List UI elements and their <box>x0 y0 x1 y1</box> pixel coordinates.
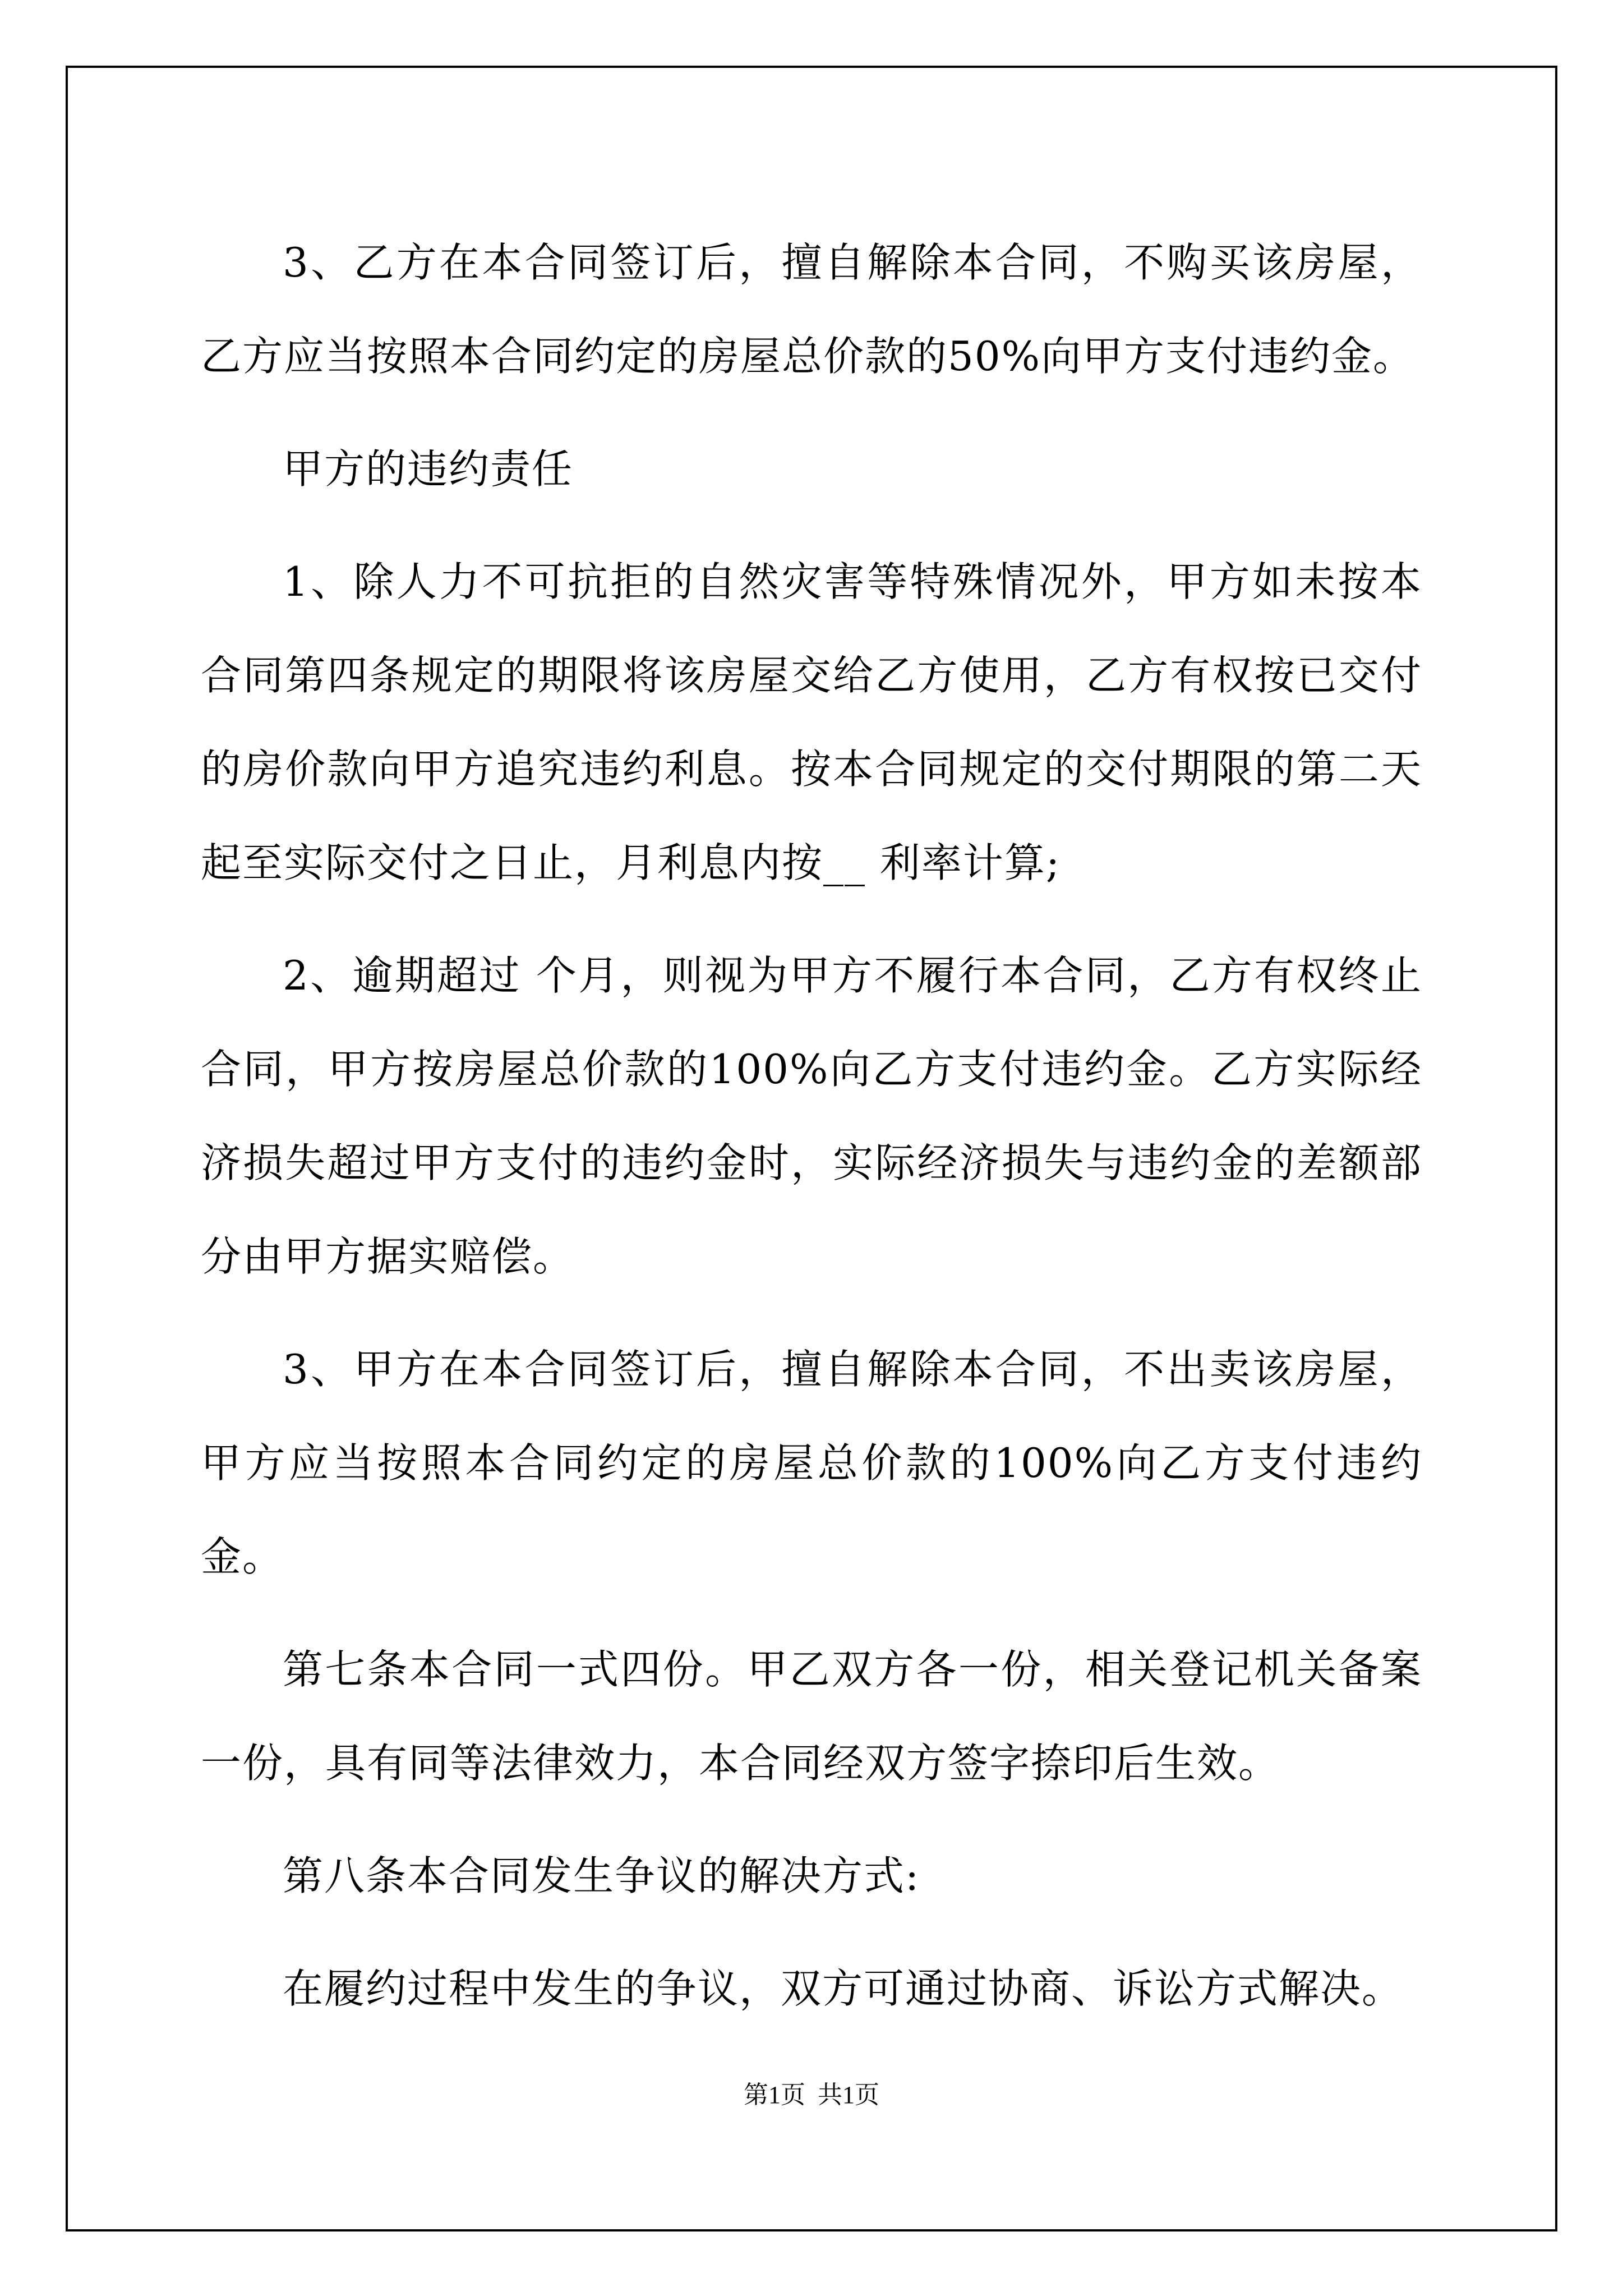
document-body <box>201 216 1422 2055</box>
paragraph: 2、逾期超过 个月，则视为甲方不履行本合同，乙方有权终止合同，甲方按房屋总价款的100%向乙方支付违约金。乙方实际经济损失超过甲方支付的违约金时，实际经济损失与违约金的差额部分由甲方据实赔偿。 <box>201 952 1422 1280</box>
paragraph: 第七条本合同一式四份。甲乙双方各一份，相关登记机关备案一份，具有同等法律效力，本合同经双方签字捺印后生效。 <box>201 1646 1422 1787</box>
paragraph: 1、除人力不可抗拒的自然灾害等特殊情况外，甲方如未按本合同第四条规定的期限将该房屋交给乙方使用，乙方有权按已交付的房价款向甲方追究违约利息。按本合同规定的交付期限的第二天起至实际交付之日止，月利息内按__ 利率计算; <box>201 558 1422 886</box>
paragraph: 3、乙方在本合同签订后，擅自解除本合同，不购买该房屋，乙方应当按照本合同约定的房屋总价款的50%向甲方支付违约金。 <box>201 239 1422 380</box>
page-number-footer: 第1页 共1页 <box>744 2081 879 2109</box>
paragraph: 第八条本合同发生争议的解决方式: <box>283 1852 920 1899</box>
paragraph: 3、甲方在本合同签订后，擅自解除本合同，不出卖该房屋，甲方应当按照本合同约定的房屋总价款的100%向乙方支付违约金。 <box>201 1346 1422 1580</box>
paragraph: 在履约过程中发生的争议，双方可通过协商、诉讼方式解决。 <box>283 1965 1404 2012</box>
section-heading: 甲方的违约责任 <box>283 445 574 493</box>
